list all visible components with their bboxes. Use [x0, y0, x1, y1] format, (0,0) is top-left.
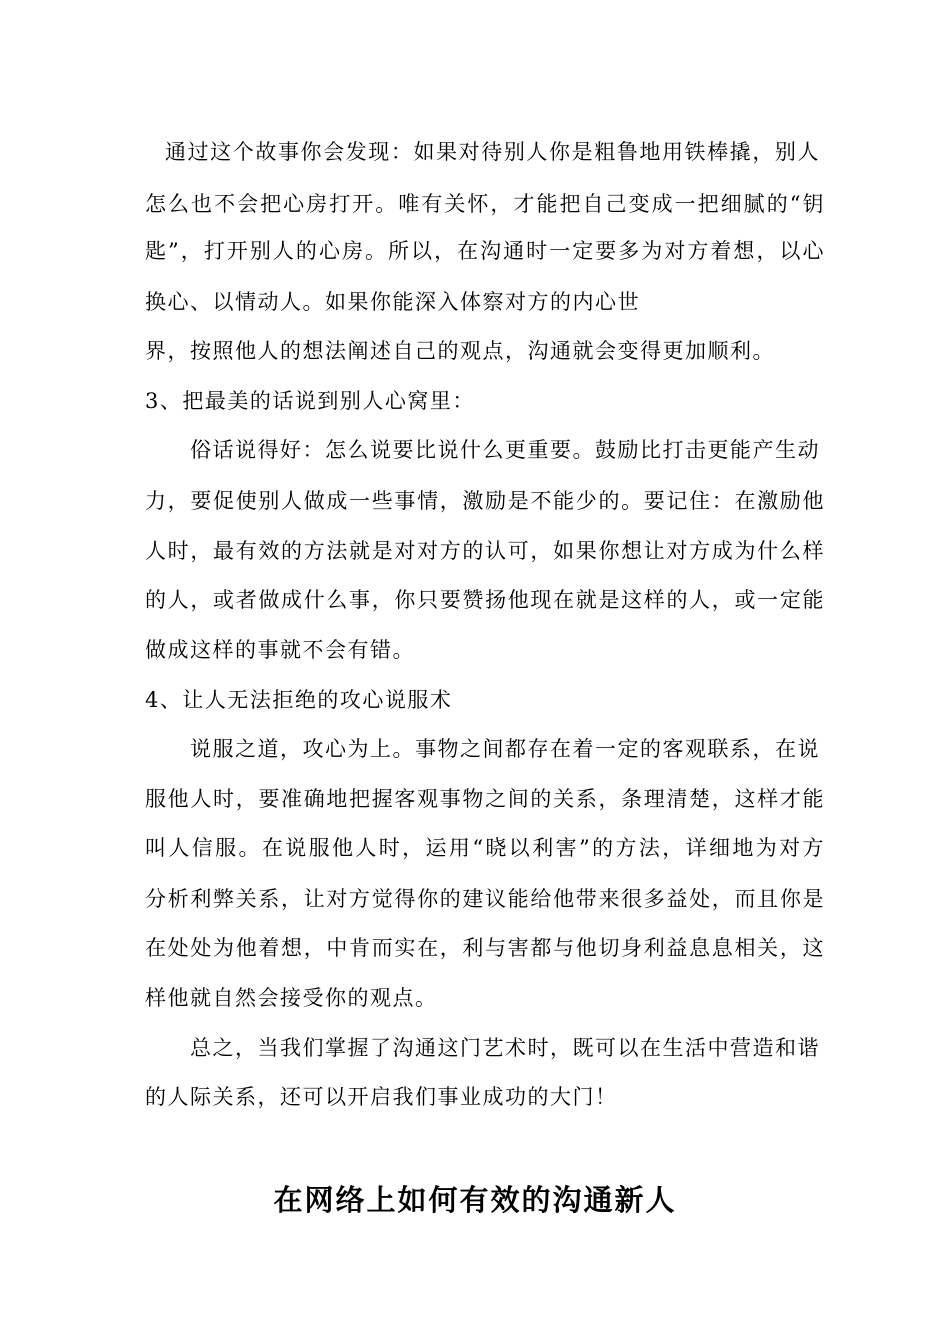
para3-line-2: 力，要促使别人做成一些事情，激励是不能少的。要记住：在激励他: [145, 489, 825, 513]
para4-line-5: 在处处为他着想，中肯而实在，利与害都与他切身利益息息相关，这: [145, 936, 825, 960]
conclusion-line-2: 的人际关系，还可以开启我们事业成功的大门！: [145, 1085, 618, 1109]
conclusion-line-1: 总之，当我们掌握了沟通这门艺术时，既可以在生活中营造和谐: [190, 1036, 820, 1060]
para3-line-1: 俗话说得好：怎么说要比说什么更重要。鼓励比打击更能产生动: [190, 438, 820, 462]
para4-line-6: 样他就自然会接受你的观点。: [145, 986, 438, 1010]
story-line-2: 怎么也不会把心房打开。唯有关怀，才能把自己变成一把细腻的“钥: [145, 192, 825, 216]
para3-line-4: 的人，或者做成什么事，你只要赞扬他现在就是这样的人，或一定能: [145, 588, 825, 612]
story-line-3: 匙”，打开别人的心房。所以，在沟通时一定要多为对方着想，以心: [145, 239, 825, 263]
story-line-4: 换心、以情动人。如果你能深入体察对方的内心世: [145, 290, 640, 314]
para4-line-2: 服他人时，要准确地把握客观事物之间的关系，条理清楚，这样才能: [145, 787, 825, 811]
section-title: 在网络上如何有效的沟通新人: [273, 1183, 677, 1217]
para3-line-5: 做成这样的事就不会有错。: [145, 638, 415, 662]
heading-3: 3、把最美的话说到别人心窝里：: [145, 389, 475, 413]
heading-4: 4、让人无法拒绝的攻心说服术: [145, 688, 453, 712]
story-line-1: 通过这个故事你会发现：如果对待别人你是粗鲁地用铁棒撬，别人: [165, 140, 820, 164]
para3-line-3: 人时，最有效的方法就是对对方的认可，如果你想让对方成为什么样: [145, 539, 825, 563]
para4-line-3: 叫人信服。在说服他人时，运用“晓以利害”的方法，详细地为对方: [145, 836, 825, 860]
para4-line-4: 分析利弊关系，让对方觉得你的建议能给他带来很多益处，而且你是: [145, 887, 825, 911]
para4-line-1: 说服之道，攻心为上。事物之间都存在着一定的客观联系，在说: [190, 737, 820, 761]
story-line-5: 界，按照他人的想法阐述自己的观点，沟通就会变得更加顺利。: [145, 339, 775, 363]
